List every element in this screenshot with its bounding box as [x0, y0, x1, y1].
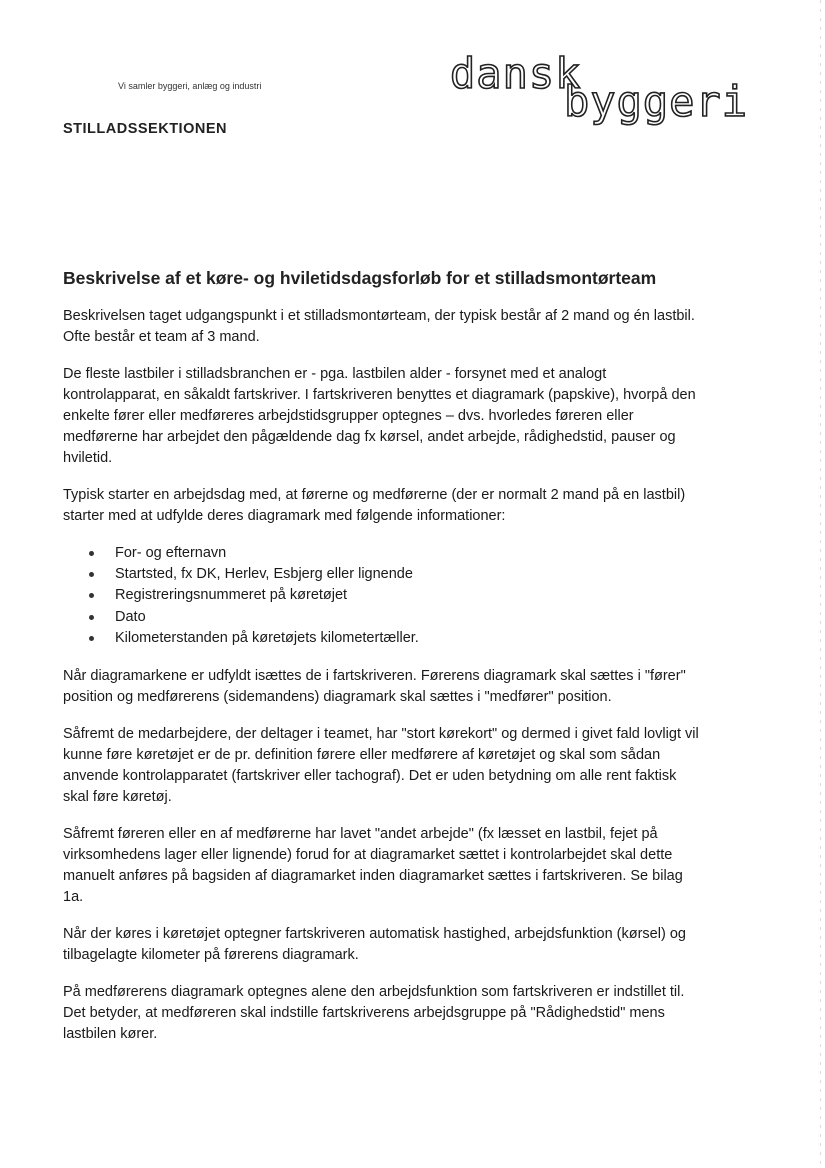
paragraph-line: starter med at udfylde deres diagramark med følgende informationer: [63, 508, 506, 524]
paragraph [63, 982, 763, 1045]
list-item-text: Kilometerstanden på køretøjets kilometertæller. [115, 629, 419, 646]
document-body [63, 306, 763, 1061]
scan-edge [820, 0, 821, 1168]
paragraph-line: Såfremt føreren eller en af medførerne har lavet "andet arbejde" (fx læsset en lastbil, fejet på [63, 826, 658, 843]
paragraph-line: Ofte består et team af 3 mand. [63, 329, 260, 345]
bullet-icon [89, 615, 94, 620]
paragraph-line: manuelt anføres på bagsiden af diagramarket inden diagramarket sættes i fartskriveren. Se bilag [63, 868, 683, 885]
paragraph-line: lastbilen kører. [63, 1026, 158, 1043]
list-item [63, 585, 763, 606]
list-item [63, 543, 763, 564]
bullet-icon [89, 551, 94, 556]
section-heading: STILLADSSEKTIONEN [63, 121, 227, 137]
list-item-text: Startsted, fx DK, Herlev, Esbjerg eller lignende [115, 566, 413, 583]
paragraph-line: skal føre køretøj. [63, 789, 172, 806]
paragraph-line: tilbagelagte kilometer på førerens diagramark. [63, 947, 359, 964]
paragraph-line: anvende kontrolapparatet (fartskriver eller tachograf). Det er uden betydning om alle rent faktisk [63, 768, 677, 785]
logo-text-byggeri: byggeri [564, 77, 749, 126]
paragraph-line: Det betyder, at medføreren skal indstille fartskriverens arbejdsgruppe på "Rådighedstid" mens [63, 1005, 665, 1022]
paragraph-line: Når der køres i køretøjet optegner fartskriveren automatisk hastighed, arbejdsfunktion (kørsel) og [63, 926, 686, 943]
bullet-list [63, 543, 763, 649]
paragraph-line: hviletid. [63, 450, 113, 466]
paragraph-line: På medførerens diagramark optegnes alene den arbejdsfunktion som fartskriveren er indstillet til. [63, 984, 685, 1001]
list-item [63, 628, 763, 649]
paragraph [63, 306, 763, 348]
list-item [63, 607, 763, 628]
paragraph-line: kontrolapparat, en såkaldt fartskriver. I fartskriveren benyttes et diagramark (papskive), hvorpå den [63, 387, 696, 403]
document-title: Beskrivelse af et køre- og hviletidsdagsforløb for et stilladsmontørteam [63, 268, 657, 288]
paragraph-line: Såfremt de medarbejdere, der deltager i teamet, har "stort kørekort" og dermed i givet fald lovligt vil [63, 726, 699, 743]
paragraph [63, 924, 763, 966]
organization-tagline: Vi samler byggeri, anlæg og industri [118, 81, 262, 91]
paragraph [63, 724, 763, 808]
paragraph-line: position og medførerens (sidemandens) diagramark skal sættes i "medfører" position. [63, 689, 612, 706]
bullet-icon [89, 593, 94, 598]
bullet-icon [89, 572, 94, 577]
logo-text-dansk: dansk [450, 49, 582, 98]
paragraph [63, 824, 763, 908]
paragraph-line: medførerne har arbejdet den pågældende dag fx kørsel, andet arbejde, rådighedstid, pauser og [63, 429, 676, 445]
paragraph-line: De fleste lastbiler i stilladsbranchen er - pga. lastbilen alder - forsynet med et analogt [63, 366, 607, 382]
paragraph [63, 666, 763, 708]
list-item-text: Registreringsnummeret på køretøjet [115, 587, 348, 604]
paragraph-line: Når diagramarkene er udfyldt isættes de i fartskriveren. Førerens diagramark skal sættes i "fører" [63, 668, 686, 685]
dansk-byggeri-logo [450, 49, 749, 132]
list-item-text: Dato [115, 608, 146, 625]
paragraph [63, 364, 763, 469]
paragraph [63, 485, 763, 527]
paragraph-line: kunne føre køretøjet er de pr. definition førere eller medførere af køretøjet og skal som sådan [63, 747, 661, 764]
paragraph-line: enkelte fører eller medføreres arbejdstidsgrupper optegnes – dvs. hvorledes føreren eller [63, 408, 634, 424]
paragraph-line: 1a. [63, 889, 84, 906]
paragraph-line: Typisk starter en arbejdsdag med, at førerne og medførerne (der er normalt 2 mand på en lastbil) [63, 487, 686, 503]
bullet-icon [89, 636, 94, 641]
paragraph-line: virksomhedens lager eller lignende) forud for at diagramarket sættet i kontrolarbejdet skal dette [63, 847, 673, 864]
list-item-text: For- og efternavn [115, 545, 227, 561]
paragraph-line: Beskrivelsen taget udgangspunkt i et stilladsmontørteam, der typisk består af 2 mand og én lastbil. [63, 308, 695, 324]
list-item [63, 564, 763, 585]
